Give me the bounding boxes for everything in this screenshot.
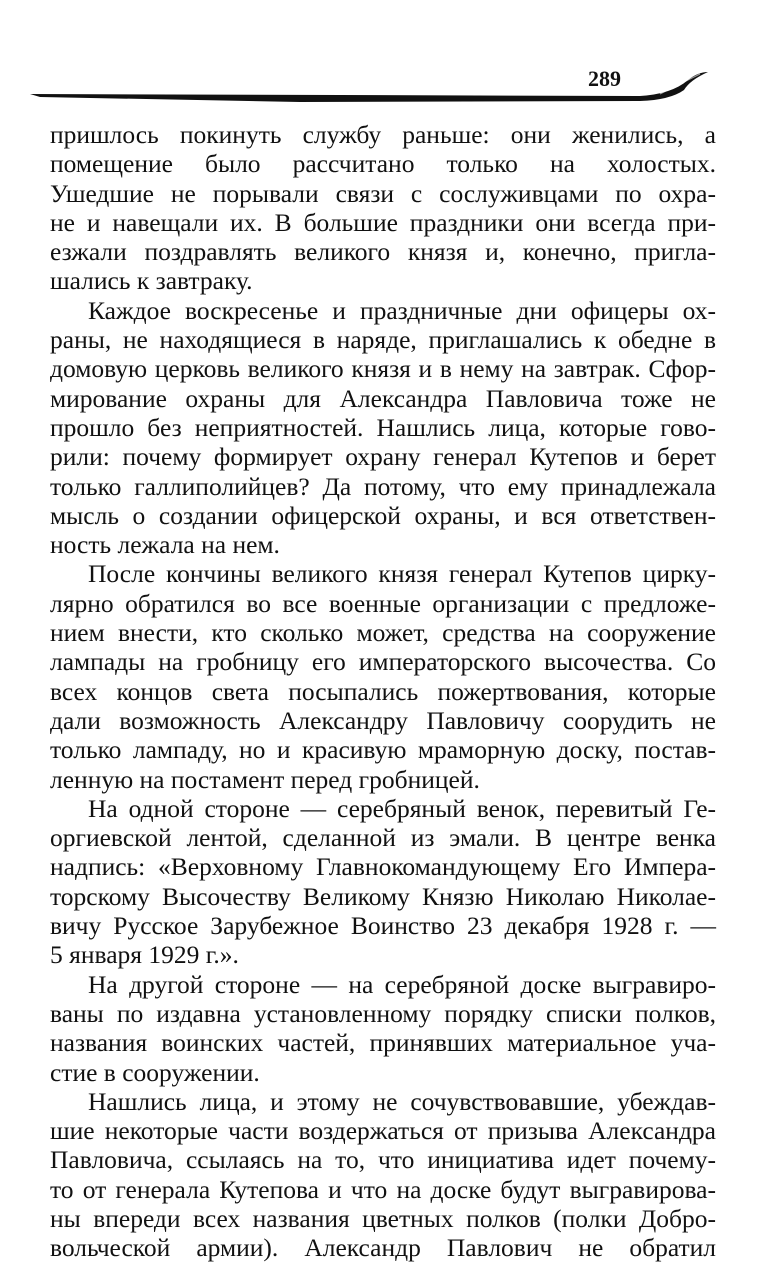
- text-line: На другой стороне — на серебряной доске выгравиро-: [88, 969, 716, 999]
- paragraph: [50, 559, 716, 793]
- page-header-ornament: [0, 60, 782, 110]
- text-line: оргиевской лентой, сделанной из эмали. В центре венка: [50, 823, 716, 853]
- paragraph: [50, 1087, 716, 1263]
- text-line: то от генерала Кутепова и что на доске будут выгравирова-: [50, 1174, 716, 1204]
- decorative-rule-icon: [0, 60, 782, 110]
- text-line: не и навещали их. В большие праздники они всегда при-: [50, 207, 716, 237]
- text-line: стие в сооружении.: [50, 1057, 260, 1087]
- text-line: рили: почему формирует охрану генерал Кутепов и берет: [50, 442, 716, 472]
- paragraph: [50, 794, 716, 970]
- text-line: помещение было рассчитано только на холостых.: [50, 149, 716, 179]
- paragraph: [50, 296, 716, 560]
- text-line: мысль о создании офицерской охраны, и вся ответствен-: [50, 500, 716, 530]
- text-line: дали возможность Александру Павловичу соорудить не: [50, 705, 716, 735]
- text-line: лярно обратился во все военные организации с предложе-: [50, 588, 716, 618]
- text-line: Павловича, ссылаясь на то, что инициатива идет почему-: [50, 1145, 716, 1175]
- text-line: надпись: «Верховному Главнокомандующему Его Импера-: [50, 852, 716, 882]
- text-line: ваны по издавна установленному порядку списки полков,: [50, 998, 716, 1028]
- text-line: нием внести, кто сколько может, средства на сооружение: [50, 618, 716, 648]
- text-line: пришлось покинуть службу раньше: они женились, а: [50, 120, 716, 149]
- text-line: ленную на постамент перед гробницей.: [50, 764, 480, 794]
- text-line: Нашлись лица, и этому не сочувствовавшие, убеждав-: [88, 1086, 716, 1116]
- text-line: шались к завтраку.: [50, 266, 253, 296]
- text-line: вольческой армии). Александр Павлович не обратил: [50, 1233, 716, 1263]
- text-line: только галлиполийцев? Да потому, что ему принадлежала: [50, 471, 716, 501]
- text-line: вичу Русское Зарубежное Воинство 23 декабря 1928 г. —: [50, 911, 716, 941]
- text-line: Ушедшие не порывали связи с сослуживцами по охра-: [50, 178, 716, 208]
- text-line: ны впереди всех названия цветных полков (полки Добро-: [50, 1203, 716, 1233]
- text-line: только лампаду, но и красивую мраморную доску, постав-: [50, 735, 716, 765]
- text-line: ность лежала на нем.: [50, 530, 280, 560]
- text-line: На одной стороне — серебряный венок, перевитый Ге-: [88, 793, 716, 823]
- text-line: всех концов света посыпались пожертвования, которые: [50, 676, 716, 706]
- text-line: мирование охраны для Александра Павловича тоже не: [50, 383, 716, 413]
- text-line: Каждое воскресенье и праздничные дни офицеры ох-: [88, 295, 716, 325]
- text-line: шие некоторые части воздержаться от призыва Александра: [50, 1116, 716, 1146]
- text-line: 5 января 1929 г.».: [50, 940, 239, 970]
- text-line: После кончины великого князя генерал Кутепов цирку-: [88, 559, 716, 589]
- text-line: езжали поздравлять великого князя и, конечно, пригла-: [50, 237, 716, 267]
- text-line: лампады на гробницу его императорского высочества. Со: [50, 647, 716, 677]
- text-line: названия воинских частей, принявших материальное уча-: [50, 1028, 716, 1058]
- text-line: домовую церковь великого князя и в нему на завтрак. Сфор-: [50, 354, 716, 384]
- page-number: 289: [588, 66, 621, 91]
- body-text: [50, 120, 716, 1263]
- paragraph: [50, 120, 716, 296]
- paragraph: [50, 970, 716, 1087]
- text-line: прошло без неприятностей. Нашлись лица, которые гово-: [50, 412, 716, 442]
- text-line: торскому Высочеству Великому Князю Николаю Николае-: [50, 881, 716, 911]
- text-line: раны, не находящиеся в наряде, приглашались к обедне в: [50, 325, 716, 355]
